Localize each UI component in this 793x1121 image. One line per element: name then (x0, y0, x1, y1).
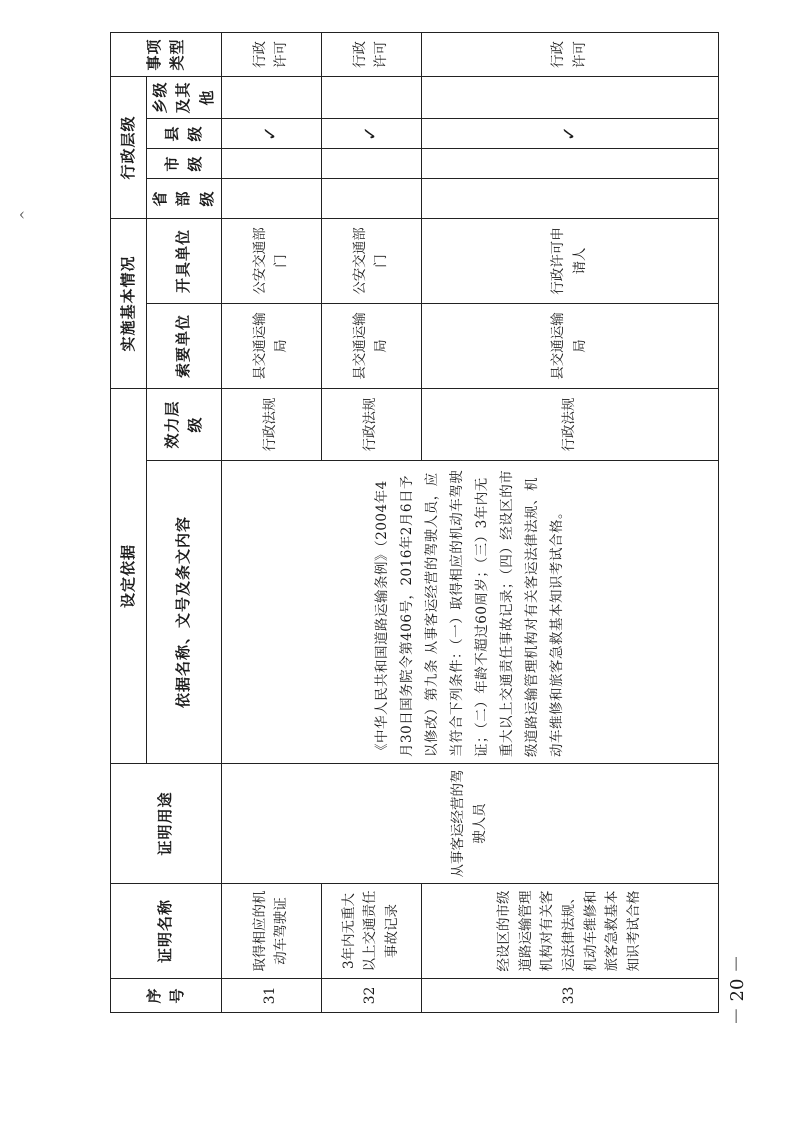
row-issue-unit: 行政许可申请人 (421, 218, 718, 303)
header-seq: 序号 (111, 979, 222, 1013)
header-cert-name: 证明名称 (111, 884, 222, 979)
header-county: 县级 (147, 118, 222, 148)
row-county-check: ✓ (421, 118, 718, 148)
header-request-unit: 索要单位 (147, 303, 222, 388)
row-item-type: 行政许可 (321, 32, 421, 76)
row-town (221, 76, 321, 118)
row-town (421, 76, 718, 118)
header-issue-unit: 开具单位 (147, 218, 222, 303)
row-request-unit: 县交通运输局 (421, 303, 718, 388)
header-town: 乡级及其他 (147, 76, 222, 118)
row-province (421, 178, 718, 218)
row-town (321, 76, 421, 118)
scan-mark: ^ (18, 209, 33, 221)
certification-table (110, 32, 719, 1013)
header-basis-group: 设定依据 (111, 388, 147, 763)
table-row (221, 32, 321, 1012)
header-city: 市级 (147, 148, 222, 178)
row-city (321, 148, 421, 178)
page-number-text: － 20 － (727, 954, 749, 1026)
row-city (421, 148, 718, 178)
row-cert-name: 经设区的市级道路运输管理机构对有关客运法律法规、机动车维修和旅客急救基本知识考试合格 (421, 884, 718, 979)
row-item-type: 行政许可 (421, 32, 718, 76)
header-basis-content: 依据名称、文号及条文内容 (147, 461, 222, 764)
row-cert-name: 取得相应的机动车驾驶证 (221, 884, 321, 979)
row-issue-unit: 公安交通部门 (321, 218, 421, 303)
row-seq: 33 (421, 979, 718, 1013)
row-effect-level: 行政法规 (221, 388, 321, 460)
page-number (716, 950, 756, 1030)
row-effect-level: 行政法规 (421, 388, 718, 460)
header-impl-group: 实施基本情况 (111, 218, 147, 388)
row-province (221, 178, 321, 218)
header-item-type: 事项类型 (111, 32, 222, 76)
header-admin-group: 行政层级 (111, 76, 147, 218)
row-request-unit: 县交通运输局 (321, 303, 421, 388)
row-city (221, 148, 321, 178)
header-province: 省部级 (147, 178, 222, 218)
row-cert-name: 3年内无重大以上交通责任事故记录 (321, 884, 421, 979)
rotated-table-wrapper (110, 38, 687, 1013)
row-seq: 32 (321, 979, 421, 1013)
row-county-check: ✓ (221, 118, 321, 148)
row-effect-level: 行政法规 (321, 388, 421, 460)
row-cert-use: 从事客运经营的驾驶人员 (221, 764, 718, 884)
row-issue-unit: 公安交通部门 (221, 218, 321, 303)
header-effect-level: 效力层级 (147, 388, 222, 460)
header-row-1 (111, 32, 147, 1012)
row-county-check: ✓ (321, 118, 421, 148)
row-seq: 31 (221, 979, 321, 1013)
row-basis-content: 《中华人民共和国道路运输条例》（2004年4月30日国务院令第406号，2016年2月6日予以修改）第九条 从事客运经营的驾驶人员，应当符合下列条件：（一）取得相应的机动车驾驶证；（二）年龄不超过60周岁；（三）3年内无重大以上交通责任事故记录；（四）经设区的市级道路运输管理机构对有关客运法律法规、机动车维修和旅客急救基本知识考试合格。 (221, 461, 718, 764)
row-province (321, 178, 421, 218)
row-request-unit: 县交通运输局 (221, 303, 321, 388)
row-item-type: 行政许可 (221, 32, 321, 76)
header-cert-use: 证明用途 (111, 764, 222, 884)
